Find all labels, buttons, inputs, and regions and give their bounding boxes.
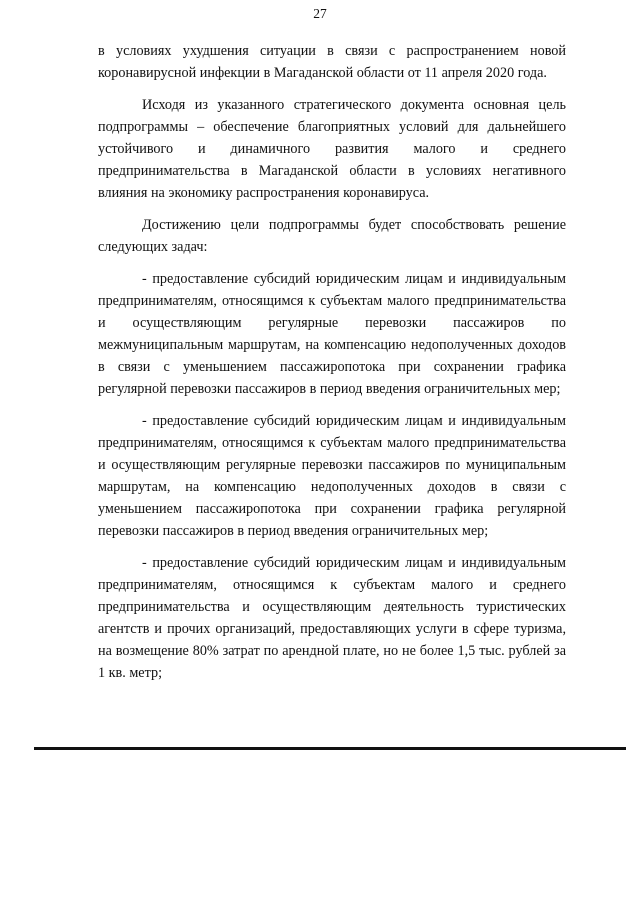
task-item-tourism: - предоставление субсидий юридическим лицам и индивидуальным предпринимателям, относящимся к субъектам малого и среднего предпринимательства и осуществляющим деятельность туристических агентств и прочих организаций, предоставляющих услуги в сфере туризма, на возмещение 80% затрат по арендной плате, но не более 1,5 тыс. рублей за 1 кв. метр; (98, 555, 566, 681)
document-body (98, 40, 566, 684)
page-number: 27 (313, 6, 327, 21)
paragraph-goal: Исходя из указанного стратегического документа основная цель подпрограммы – обеспечение благоприятных условий для дальнейшего устойчивого и динамичного развития малого и среднего предпринимательства в Магаданской области в условиях негативного влияния на экономику распространения коронавируса. (98, 97, 566, 201)
paragraph-continuation: в условиях ухудшения ситуации в связи с распространением новой коронавирусной инфекции в Магаданской области от 11 апреля 2020 года. (98, 43, 566, 81)
task-item-intermunicipal: - предоставление субсидий юридическим лицам и индивидуальным предпринимателям, относящимся к субъектам малого предпринимательства и осуществляющим регулярные перевозки пассажиров по межмуниципальным маршрутам, на компенсацию недополученных доходов в связи с уменьшением пассажиропотока при сохранении графика регулярной перевозки пассажиров в период введения ограничительных мер; (98, 271, 566, 397)
paragraph-tasks-intro: Достижению цели подпрограммы будет способствовать решение следующих задач: (98, 217, 566, 255)
task-item-municipal: - предоставление субсидий юридическим лицам и индивидуальным предпринимателям, относящимся к субъектам малого предпринимательства и осуществляющим регулярные перевозки пассажиров по муниципальным маршрутам, на компенсацию недополученных доходов в связи с уменьшением пассажиропотока при сохранении графика регулярной перевозки пассажиров в период введения ограничительных мер; (98, 413, 566, 539)
footer-rule (34, 747, 626, 750)
